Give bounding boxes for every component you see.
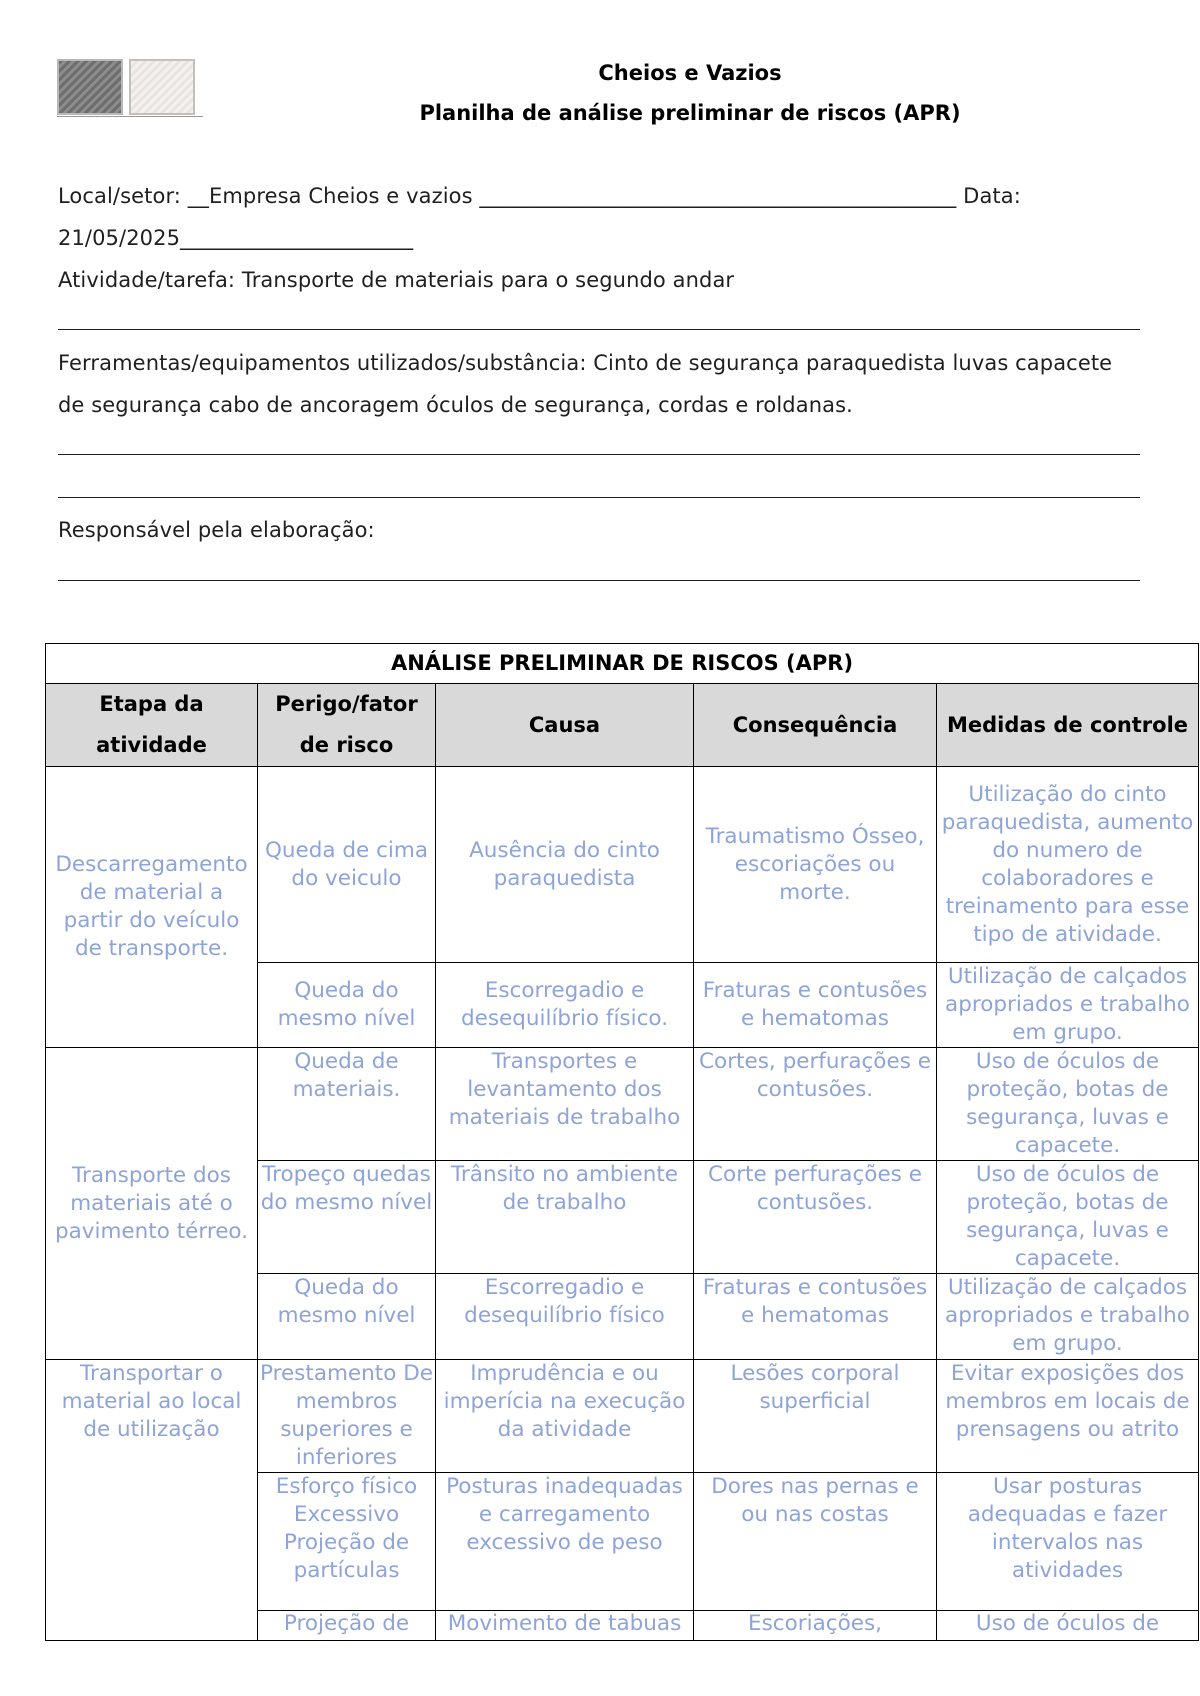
date-field: 21/05/2025______________________ xyxy=(58,226,414,250)
hazard-cell: Queda do mesmo nível xyxy=(258,963,436,1048)
table-caption: ANÁLISE PRELIMINAR DE RISCOS (APR) xyxy=(46,644,1199,684)
blank-line xyxy=(58,329,1140,330)
cause-cell: Escorregadio e desequilíbrio físico. xyxy=(436,963,694,1048)
control-cell: Evitar exposições dos membros em locais de prensagens ou atrito xyxy=(937,1360,1199,1473)
control-cell: Uso de óculos de proteção, botas de segurança, luvas e capacete. xyxy=(937,1048,1199,1161)
stage-cell: Descarregamento de material a partir do veículo de transporte. xyxy=(46,767,258,1048)
blank-line xyxy=(58,497,1140,498)
consequence-cell: Traumatismo Ósseo, escoriações ou morte. xyxy=(694,767,937,963)
control-cell: Uso de óculos de proteção, botas de segurança, luvas e capacete. xyxy=(937,1161,1199,1274)
tools-field-line-2: de segurança cabo de ancoragem óculos de segurança, cordas e roldanas. xyxy=(58,393,853,417)
responsible-field: Responsável pela elaboração: xyxy=(58,518,375,542)
cause-cell: Transportes e levantamento dos materiais de trabalho xyxy=(436,1048,694,1161)
table-row xyxy=(46,1360,1199,1473)
column-header-hazard: Perigo/fator de risco xyxy=(258,684,436,767)
cause-cell: Imprudência e ou imperícia na execução da atividade xyxy=(436,1360,694,1473)
table-row xyxy=(46,1048,1199,1161)
column-header-consequence: Consequência xyxy=(694,684,937,767)
hazard-cell: Projeção de xyxy=(258,1611,436,1641)
hazard-cell: Queda de materiais. xyxy=(258,1048,436,1161)
cause-cell: Ausência do cinto paraquedista xyxy=(436,767,694,963)
consequence-cell: Corte perfurações e contusões. xyxy=(694,1161,937,1274)
tools-field-line-1: Ferramentas/equipamentos utilizados/substância: Cinto de segurança paraquedista luvas capacete xyxy=(58,351,1113,375)
column-header-cause: Causa xyxy=(436,684,694,767)
control-cell: Utilização de calçados apropriados e trabalho em grupo. xyxy=(937,963,1199,1048)
control-cell: Uso de óculos de xyxy=(937,1611,1199,1641)
column-header-control: Medidas de controle xyxy=(937,684,1199,767)
activity-field: Atividade/tarefa: Transporte de materiais para o segundo andar xyxy=(58,268,735,292)
cause-cell: Trânsito no ambiente de trabalho xyxy=(436,1161,694,1274)
stage-cell: Transportar o material ao local de utilização xyxy=(46,1360,258,1641)
consequence-cell: Lesões corporal superficial xyxy=(694,1360,937,1473)
cause-cell: Posturas inadequadas e carregamento excessivo de peso xyxy=(436,1473,694,1611)
control-cell: Usar posturas adequadas e fazer intervalos nas atividades xyxy=(937,1473,1199,1611)
hazard-cell: Queda de cima do veiculo xyxy=(258,767,436,963)
table-row xyxy=(46,767,1199,963)
blank-line xyxy=(58,580,1140,581)
blank-line xyxy=(58,454,1140,455)
control-cell: Utilização de calçados apropriados e trabalho em grupo. xyxy=(937,1274,1199,1360)
column-header-stage: Etapa da atividade xyxy=(46,684,258,767)
risk-analysis-table xyxy=(45,643,1199,1641)
consequence-cell: Escoriações, xyxy=(694,1611,937,1641)
consequence-cell: Fraturas e contusões e hematomas xyxy=(694,1274,937,1360)
stage-cell: Transporte dos materiais até o pavimento térreo. xyxy=(46,1048,258,1360)
document-title: Cheios e Vazios xyxy=(598,61,782,85)
consequence-cell: Fraturas e contusões e hematomas xyxy=(694,963,937,1048)
cause-cell: Escorregadio e desequilíbrio físico xyxy=(436,1274,694,1360)
consequence-cell: Cortes, perfurações e contusões. xyxy=(694,1048,937,1161)
consequence-cell: Dores nas pernas e ou nas costas xyxy=(694,1473,937,1611)
hazard-cell: Esforço físico Excessivo Projeção de partículas xyxy=(258,1473,436,1611)
local-sector-field: Local/setor: __Empresa Cheios e vazios _____________________________________________ Data: xyxy=(58,184,1021,208)
hazard-cell: Queda do mesmo nível xyxy=(258,1274,436,1360)
cause-cell: Movimento de tabuas xyxy=(436,1611,694,1641)
hazard-cell: Prestamento De membros superiores e inferiores xyxy=(258,1360,436,1473)
hazard-cell: Tropeço quedas do mesmo nível xyxy=(258,1161,436,1274)
document-subtitle: Planilha de análise preliminar de riscos (APR) xyxy=(419,101,961,125)
control-cell: Utilização do cinto paraquedista, aumento do numero de colaboradores e treinamento para esse tipo de atividade. xyxy=(937,767,1199,963)
